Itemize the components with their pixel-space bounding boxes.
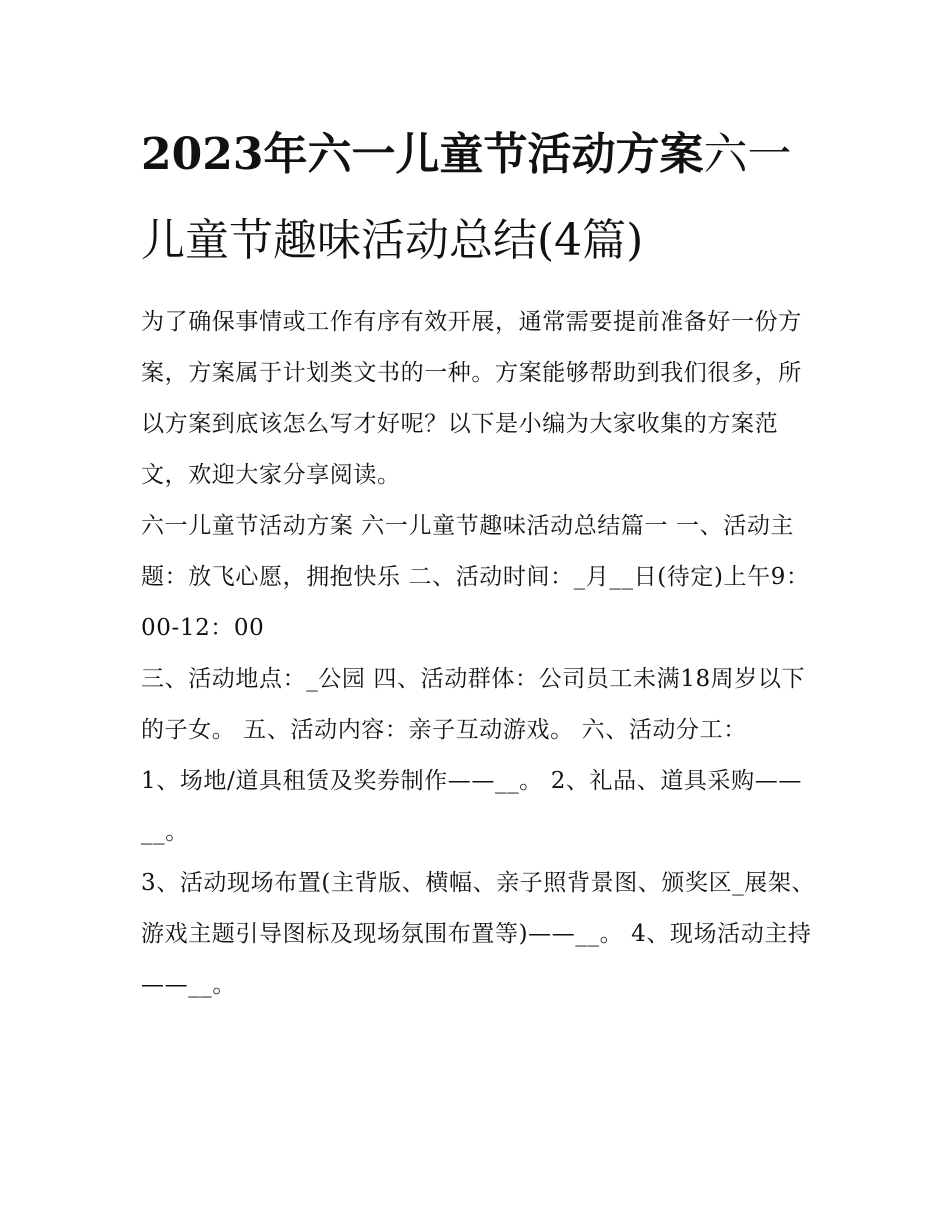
document-page [141, 112, 821, 1011]
document-title [141, 112, 821, 284]
paragraph-theme-time: 六一儿童节活动方案 六一儿童节趣味活动总结篇一 一、活动主题：放飞心愿，拥抱快乐 二、活动时间：_月__日(待定)上午9：00-12：00 [141, 513, 810, 641]
paragraph-intro: 为了确保事情或工作有序有效开展，通常需要提前准备好一份方案，方案属于计划类文书的一种。方案能够帮助到我们很多，所以方案到底该怎么写才好呢？以下是小编为大家收集的方案范文，欢迎大家分享阅读。 [141, 309, 802, 488]
paragraph-task-1-2: 1、场地/道具租赁及奖券制作——__。 2、礼品、道具采购——__。 [141, 768, 802, 845]
paragraph-task-3-4: 3、活动现场布置(主背版、横幅、亲子照背景图、颁奖区_展架、游戏主题引导图标及现场氛围布置等)——__。 4、现场活动主持——__。 [141, 870, 816, 998]
document-title-bold: 2023年六一儿童节活动方案 [141, 129, 704, 180]
document-body [141, 297, 821, 1011]
document-title-rest: 六一儿童节趣味活动总结(4篇) [141, 129, 792, 266]
paragraph-location-content: 三、活动地点：_公园 四、活动群体：公司员工未满18周岁以下的子女。 五、活动内容：亲子互动游戏。 六、活动分工： [141, 666, 806, 743]
